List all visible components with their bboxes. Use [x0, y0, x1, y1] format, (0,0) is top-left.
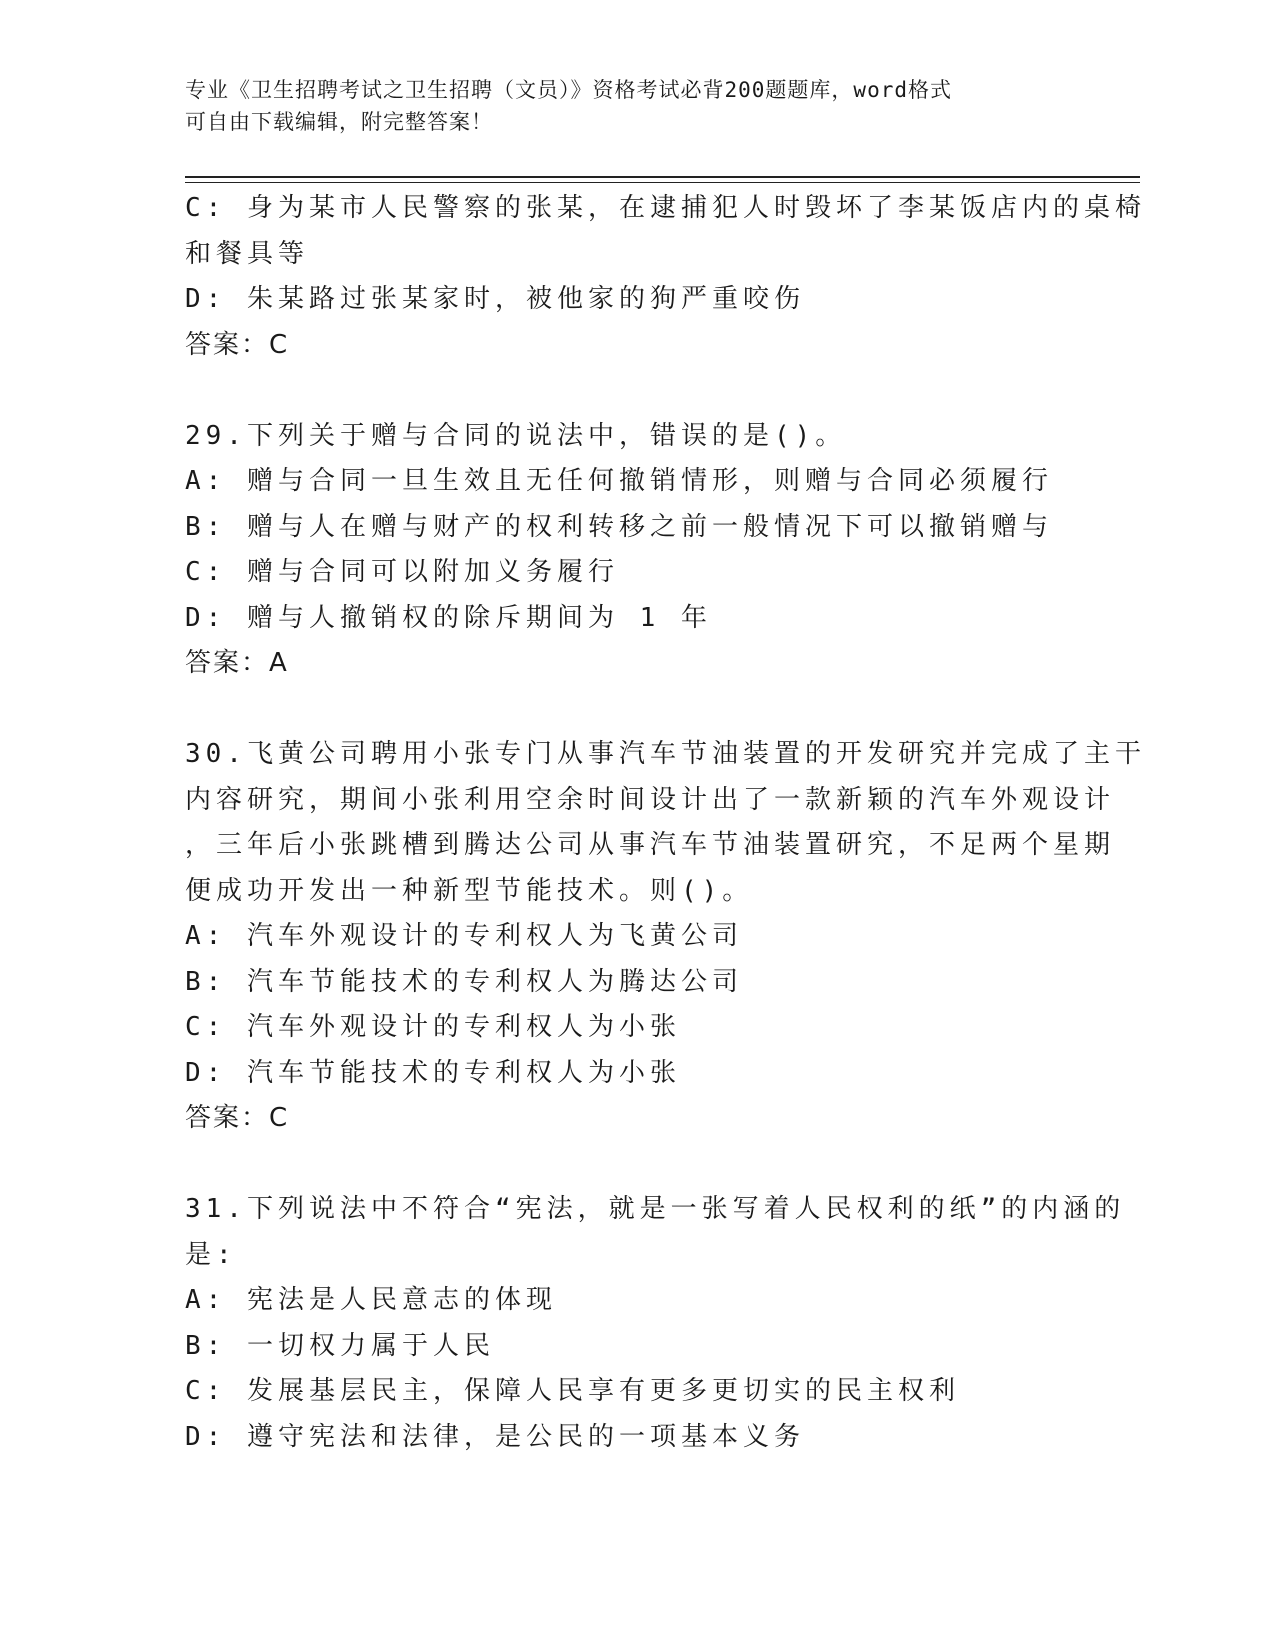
q30-question-line2: 内容研究，期间小张利用空余时间设计出了一款新颖的汽车外观设计	[185, 784, 1116, 815]
q31-option-d: D: 遵守宪法和法律，是公民的一项基本义务	[185, 1421, 805, 1452]
q31-option-a: A: 宪法是人民意志的体现	[185, 1285, 557, 1315]
question-30-block	[185, 732, 1146, 1142]
q31-question-line2: 是:	[185, 1239, 237, 1270]
q28-option-d: D: 朱某路过张某家时，被他家的狗严重咬伤	[185, 284, 805, 314]
q30-question-line1: 30.飞黄公司聘用小张专门从事汽车节油装置的开发研究并完成了主干	[185, 739, 1146, 769]
q30-option-d: D: 汽车节能技术的专利权人为小张	[185, 1057, 681, 1088]
header-divider-thin	[185, 182, 1140, 183]
q29-option-b: B: 赠与人在赠与财产的权利转移之前一般情况下可以撤销赠与	[185, 511, 1053, 542]
q30-answer: 答案：C	[185, 1103, 290, 1133]
question-31-block	[185, 1187, 1126, 1460]
spacer	[185, 687, 1085, 733]
q30-question-line3: ，三年后小张跳槽到腾达公司从事汽车节油装置研究，不足两个星期	[185, 830, 1116, 860]
spacer	[185, 1142, 1085, 1188]
q30-question-line4: 便成功开发出一种新型节能技术。则()。	[185, 875, 754, 906]
q29-answer: 答案：A	[185, 648, 289, 678]
q29-option-d: D: 赠与人撤销权的除斥期间为 1 年	[185, 602, 712, 633]
q30-option-a: A: 汽车外观设计的专利权人为飞黄公司	[185, 921, 743, 951]
document-body	[185, 186, 1146, 1460]
q30-option-c: C: 汽车外观设计的专利权人为小张	[185, 1012, 681, 1042]
q29-option-a: A: 赠与合同一旦生效且无任何撤销情形，则赠与合同必须履行	[185, 466, 1053, 496]
spacer	[185, 368, 1085, 414]
q29-option-c: C: 赠与合同可以附加义务履行	[185, 557, 619, 587]
q28-option-c-line1: C: 身为某市人民警察的张某，在逮捕犯人时毁坏了李某饭店内的桌椅	[185, 193, 1146, 223]
header-title-line2: 可自由下载编辑，附完整答案！	[185, 110, 493, 134]
question-28-block	[185, 186, 1146, 368]
q29-question: 29.下列关于赠与合同的说法中，错误的是()。	[185, 420, 847, 451]
q30-option-b: B: 汽车节能技术的专利权人为腾达公司	[185, 966, 743, 997]
q31-option-b: B: 一切权力属于人民	[185, 1330, 495, 1361]
q28-answer: 答案：C	[185, 329, 290, 360]
document-header	[185, 74, 1065, 138]
q28-option-c-line2: 和餐具等	[185, 238, 310, 269]
q31-option-c: C: 发展基层民主，保障人民享有更多更切实的民主权利	[185, 1376, 960, 1406]
header-divider-thick	[185, 176, 1140, 178]
q31-question-line1: 31.下列说法中不符合“宪法，就是一张写着人民权利的纸”的内涵的	[185, 1194, 1126, 1224]
question-29-block	[185, 414, 1085, 687]
header-title-line1: 专业《卫生招聘考试之卫生招聘（文员）》资格考试必背200题题库，word格式	[185, 78, 952, 102]
